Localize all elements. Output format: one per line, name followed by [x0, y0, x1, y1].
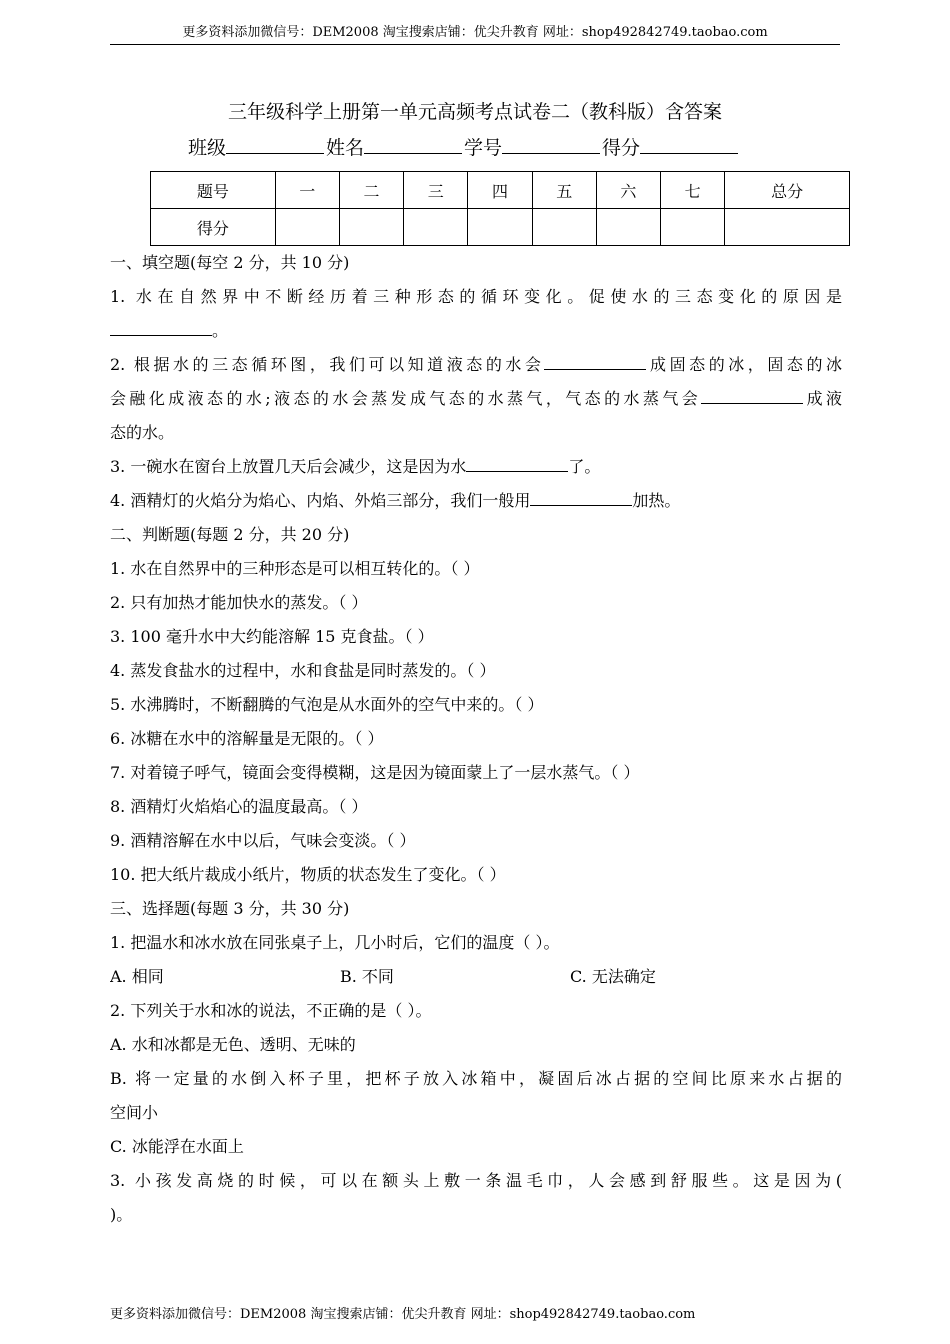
- choice-question-2-option-a: A. 水和冰都是无色、透明、无味的: [110, 1035, 356, 1054]
- score-table-header-cell: 七: [661, 172, 725, 209]
- section3-heading: 三、选择题(每题 3 分，共 30 分): [110, 899, 350, 918]
- question-text: 3. 一碗水在窗台上放置几天后会减少，这是因为水: [110, 457, 467, 476]
- score-cell[interactable]: [468, 209, 532, 246]
- score-blank[interactable]: [640, 133, 738, 154]
- score-cell[interactable]: [404, 209, 468, 246]
- answer-blank[interactable]: [530, 487, 632, 506]
- name-label: 姓名: [326, 137, 365, 159]
- class-label: 班级: [188, 137, 227, 159]
- option-a: A. 相同: [110, 967, 164, 986]
- score-cell[interactable]: [596, 209, 660, 246]
- option-c: C. 无法确定: [570, 967, 656, 986]
- question-text: 会融化成液态的水;液态的水会蒸发成气态的水蒸气，气态的水蒸气会: [110, 389, 702, 408]
- answer-blank[interactable]: [466, 453, 568, 472]
- score-table-header-cell: 题号: [151, 172, 276, 209]
- choice-question-2-option-b-line1: B. 将一定量的水倒入杯子里，把杯子放入冰箱中，凝固后冰占据的空间比原来水占据的: [110, 1069, 842, 1088]
- number-label: 学号: [464, 137, 503, 159]
- class-blank[interactable]: [226, 133, 324, 154]
- judge-question: 9. 酒精溶解在水中以后，气味会变淡。（ ）: [110, 831, 416, 850]
- score-row-label: 得分: [151, 209, 276, 246]
- choice-question-1: 1. 把温水和冰水放在同张桌子上，几小时后，它们的温度（ ）。: [110, 933, 560, 952]
- fill-question-4: [110, 484, 842, 518]
- score-table-header-cell: 三: [404, 172, 468, 209]
- exam-content: [110, 246, 842, 1232]
- score-cell[interactable]: [661, 209, 725, 246]
- score-cell[interactable]: [339, 209, 403, 246]
- judge-question: 1. 水在自然界中的三种形态是可以相互转化的。（ ）: [110, 559, 480, 578]
- question-text: 成固态的冰，固态的冰: [646, 355, 842, 374]
- page-title: 三年级科学上册第一单元高频考点试卷二（教科版）含答案: [227, 101, 722, 123]
- fill-question-2-line1: [110, 348, 842, 382]
- question-text: 。: [212, 321, 229, 340]
- question-text: 2. 根据水的三态循环图，我们可以知道液态的水会: [110, 355, 545, 374]
- score-table-header-cell: 五: [532, 172, 596, 209]
- option-b: B. 不同: [340, 967, 394, 986]
- choice-question-3-line2: )。: [110, 1205, 133, 1224]
- fill-question-2-line3: 态的水。: [110, 423, 175, 442]
- answer-blank[interactable]: [544, 351, 646, 370]
- score-table-header-cell: 二: [339, 172, 403, 209]
- score-table-score-row: [151, 209, 850, 246]
- choice-question-2-option-c: C. 冰能浮在水面上: [110, 1137, 244, 1156]
- fill-question-1-line2: [110, 314, 842, 348]
- answer-blank[interactable]: [110, 317, 212, 336]
- score-label: 得分: [602, 137, 641, 159]
- choice-question-2-option-b-line2: 空间小: [110, 1103, 159, 1122]
- score-table-header-cell: 一: [275, 172, 339, 209]
- score-table-header-cell: 六: [596, 172, 660, 209]
- page-footer: 更多资料添加微信号：DEM2008 淘宝搜索店铺：优尖升教育 网址：shop492842749.taobao.com: [110, 1307, 696, 1322]
- question-text: 成液: [803, 389, 842, 408]
- judge-question: 6. 冰糖在水中的溶解量是无限的。（ ）: [110, 729, 384, 748]
- section1-heading: 一、填空题(每空 2 分，共 10 分): [110, 253, 350, 272]
- question-text: 4. 酒精灯的火焰分为焰心、内焰、外焰三部分，我们一般用: [110, 491, 531, 510]
- score-cell[interactable]: [532, 209, 596, 246]
- fill-question-1-line1: 1. 水在自然界中不断经历着三种形态的循环变化。促使水的三态变化的原因是: [110, 287, 842, 306]
- fill-question-2-line2: [110, 382, 842, 416]
- fill-question-3: [110, 450, 842, 484]
- number-blank[interactable]: [502, 133, 600, 154]
- question-text: 加热。: [632, 491, 681, 510]
- answer-blank[interactable]: [701, 385, 803, 404]
- page-header: 更多资料添加微信号：DEM2008 淘宝搜索店铺：优尖升教育 网址：shop492842749.taobao.com: [182, 25, 768, 40]
- header-divider: [110, 44, 840, 45]
- student-info-line: [188, 133, 740, 162]
- score-table-header-cell: 四: [468, 172, 532, 209]
- name-blank[interactable]: [364, 133, 462, 154]
- judge-question: 8. 酒精灯火焰焰心的温度最高。（ ）: [110, 797, 368, 816]
- score-cell[interactable]: [725, 209, 850, 246]
- section2-heading: 二、判断题(每题 2 分，共 20 分): [110, 525, 350, 544]
- choice-question-3-line1: 3. 小孩发高烧的时候，可以在额头上敷一条温毛巾，人会感到舒服些。这是因为(: [110, 1171, 842, 1190]
- choice-question-1-options: [110, 960, 842, 994]
- score-table: [150, 171, 850, 246]
- judge-question: 5. 水沸腾时，不断翻腾的气泡是从水面外的空气中来的。（ ）: [110, 695, 544, 714]
- question-text: 了。: [568, 457, 601, 476]
- score-table-header-row: [151, 172, 850, 209]
- choice-question-2: 2. 下列关于水和冰的说法，不正确的是（ ）。: [110, 1001, 432, 1020]
- judge-question: 10. 把大纸片裁成小纸片，物质的状态发生了变化。（ ）: [110, 865, 506, 884]
- judge-question: 2. 只有加热才能加快水的蒸发。（ ）: [110, 593, 368, 612]
- judge-question: 4. 蒸发食盐水的过程中，水和食盐是同时蒸发的。（ ）: [110, 661, 496, 680]
- score-cell[interactable]: [275, 209, 339, 246]
- judge-question: 3. 100 毫升水中大约能溶解 15 克食盐。（ ）: [110, 627, 434, 646]
- score-table-header-cell: 总分: [725, 172, 850, 209]
- judge-question: 7. 对着镜子呼气，镜面会变得模糊，这是因为镜面蒙上了一层水蒸气。（ ）: [110, 763, 640, 782]
